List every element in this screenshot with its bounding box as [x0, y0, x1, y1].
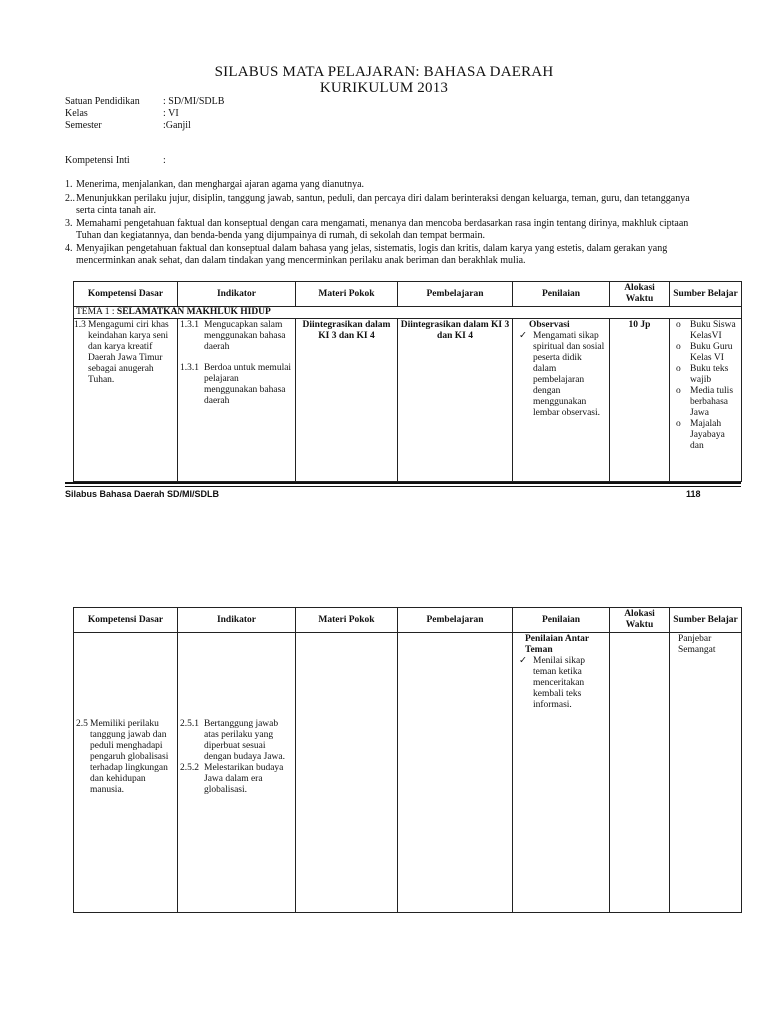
tema-row: [74, 307, 742, 319]
indikator-text: Melestarikan budaya Jawa dalam era globalisasi.: [204, 762, 284, 795]
col-header-pembelajaran: Pembelajaran: [398, 282, 513, 307]
col-header-materi: Materi Pokok: [296, 282, 398, 307]
materi-cell-empty: [296, 633, 398, 718]
checkmark-icon: ✓: [519, 331, 527, 341]
ki-item-text: Menyajikan pengetahuan faktual dan konseptual dalam bahasa yang jelas, sistematis, logis dan kritis, dalam karya yang estetis, dalam gerakan yang mencerminkan anak sehat, dan dalam tindakan yang mencerminkan perilaku anak beriman dan berakhlak mulia.: [76, 243, 668, 266]
alokasi-cell-empty: [610, 633, 670, 718]
meta-row-satuan: [65, 96, 365, 108]
checkmark-icon: ✓: [519, 656, 527, 666]
penilaian-item: Mengamati sikap spiritual dan sosial peserta didik dalam pembelajaran dengan menggunakan lembar observasi.: [533, 331, 605, 418]
indikator-text: Bertanggung jawab atas perilaku yang diperbuat sesuai dengan budaya Jawa.: [204, 718, 285, 762]
ki-item-2: [65, 193, 705, 217]
col-header-sumber: Sumber Belajar: [670, 608, 742, 633]
footer-rule: [65, 482, 741, 484]
indikator-text: Berdoa untuk memulai pelajaran menggunakan bahasa daerah: [204, 363, 292, 406]
bullet-icon: o: [676, 419, 681, 429]
table-header-row: [74, 282, 742, 307]
indikator-number: 2.5.1: [180, 718, 199, 729]
meta-block: [65, 96, 365, 132]
meta-label: Satuan Pendidikan: [65, 96, 140, 107]
tema-cell: [74, 307, 742, 319]
indikator-cell: [178, 319, 296, 482]
penilaian-title: Observasi: [529, 320, 570, 330]
kd-cell: [74, 718, 178, 913]
meta-value: : VI: [163, 108, 179, 119]
ki-item-3: [65, 218, 705, 242]
page-number: 118: [686, 489, 701, 499]
list-item: o Buku Siswa KelasVI: [676, 320, 736, 341]
ki-item-number: 3.: [65, 218, 73, 229]
kd-number: 1.3: [74, 320, 86, 330]
col-header-sumber: Sumber Belajar: [670, 282, 742, 307]
list-item: o Media tulis berbahasa Jawa: [676, 386, 734, 418]
tema-prefix: TEMA 1 :: [76, 307, 117, 317]
kompetensi-inti-heading: [65, 155, 365, 167]
meta-row-kelas: [65, 108, 365, 120]
kd-number: 2.5: [76, 718, 88, 729]
alokasi-cell: 10 Jp: [610, 319, 670, 482]
table-row: [74, 319, 742, 482]
indikator-number: 2.5.2: [180, 762, 199, 773]
col-header-materi: Materi Pokok: [296, 608, 398, 633]
ki-item-text: Menerima, menjalankan, dan menghargai ajaran agama yang dianutnya.: [76, 179, 365, 190]
materi-cell-empty: [296, 718, 398, 913]
table-row: [74, 633, 742, 718]
silabus-table-2: [73, 607, 742, 913]
kd-text: Memiliki perilaku tanggung jawab dan peduli menghadapi pengaruh globalisasi terhadap lingkungan dan kehidupan manusia.: [90, 718, 169, 795]
indikator-number: 1.3.1: [180, 320, 199, 330]
ki-item-1: [65, 179, 705, 191]
col-header-indikator: Indikator: [178, 282, 296, 307]
ki-item-number: 4.: [65, 243, 73, 254]
meta-label: Semester: [65, 120, 102, 131]
indikator-cell: [178, 718, 296, 913]
ki-item-number: 2..: [65, 193, 75, 204]
kd-cell-empty: [74, 633, 178, 718]
list-item: o Majalah Jayabaya dan: [676, 419, 725, 451]
pembelajaran-cell-empty: [398, 633, 513, 718]
table-row: [74, 718, 742, 913]
meta-value: : SD/MI/SDLB: [163, 96, 225, 107]
pembelajaran-cell-empty: [398, 718, 513, 913]
penilaian-cell-empty: [513, 718, 610, 913]
tema-name: SELAMATKAN MAKHLUK HIDUP: [116, 307, 271, 317]
page-subtitle: KURIKULUM 2013: [319, 80, 449, 96]
sumber-cell-empty: [670, 718, 742, 913]
alokasi-cell-empty: [610, 718, 670, 913]
indikator-number: 1.3.1: [180, 363, 199, 373]
penilaian-cell: [513, 633, 610, 718]
footer-left: Silabus Bahasa Daerah SD/MI/SDLB: [65, 489, 220, 499]
kd-text: Mengagumi ciri khas keindahan karya seni dan karya kreatif Daerah Jawa Timur sebagai anugerah Tuhan.: [88, 320, 169, 385]
col-header-indikator: Indikator: [178, 608, 296, 633]
bullet-icon: o: [676, 386, 681, 396]
col-header-alokasi: Alokasi Waktu: [610, 608, 670, 633]
ki-label: Kompetensi Inti: [65, 155, 130, 166]
page-title: SILABUS MATA PELAJARAN: BAHASA DAERAH: [214, 64, 554, 80]
penilaian-title: Penilaian Antar Teman: [525, 634, 589, 655]
ki-colon: :: [163, 155, 166, 166]
indikator-cell-empty: [178, 633, 296, 718]
sumber-cell: [670, 319, 742, 482]
col-header-kd: Kompetensi Dasar: [74, 608, 178, 633]
kd-cell: [74, 319, 178, 482]
col-header-penilaian: Penilaian: [513, 608, 610, 633]
penilaian-item: Menilai sikap teman ketika menceritakan kembali teks informasi.: [533, 656, 585, 710]
ki-item-text: Memahami pengetahuan faktual dan konseptual dengan cara mengamati, menanya dan mencoba berdasarkan rasa ingin tentang dirinya, makhluk ciptaan Tuhan dan kegiatannya, dan benda-benda yang dijumpainya di rumah, di sekolah dan tempat bermain.: [76, 218, 689, 241]
meta-row-semester: [65, 120, 365, 132]
col-header-pembelajaran: Pembelajaran: [398, 608, 513, 633]
table-header-row: [74, 608, 742, 633]
sumber-cell: Panjebar Semangat: [670, 633, 742, 718]
ki-item-number: 1.: [65, 179, 73, 190]
meta-label: Kelas: [65, 108, 88, 119]
bullet-icon: o: [676, 320, 681, 330]
col-header-kd: Kompetensi Dasar: [74, 282, 178, 307]
bullet-icon: o: [676, 342, 681, 352]
meta-value: :Ganjil: [163, 120, 191, 131]
bullet-icon: o: [676, 364, 681, 374]
materi-cell: Diintegrasikan dalam KI 3 dan KI 4: [296, 319, 398, 482]
silabus-table-1: [73, 281, 742, 482]
footer-rule-thin: [65, 486, 741, 487]
col-header-penilaian: Penilaian: [513, 282, 610, 307]
pembelajaran-cell: Diintegrasikan dalam KI 3 dan KI 4: [398, 319, 513, 482]
col-header-alokasi: Alokasi Waktu: [610, 282, 670, 307]
ki-item-text: Menunjukkan perilaku jujur, disiplin, tanggung jawab, santun, peduli, dan percaya diri dalam berinteraksi dengan keluarga, teman, guru, dan tetangganya serta cinta tanah air.: [76, 193, 690, 216]
list-item: o Buku Guru Kelas VI: [676, 342, 733, 363]
ki-item-4: [65, 243, 705, 267]
indikator-text: Mengucapkan salam menggunakan bahasa daerah: [204, 320, 286, 352]
list-item: o Buku teks wajib: [676, 364, 729, 385]
penilaian-cell: [513, 319, 610, 482]
